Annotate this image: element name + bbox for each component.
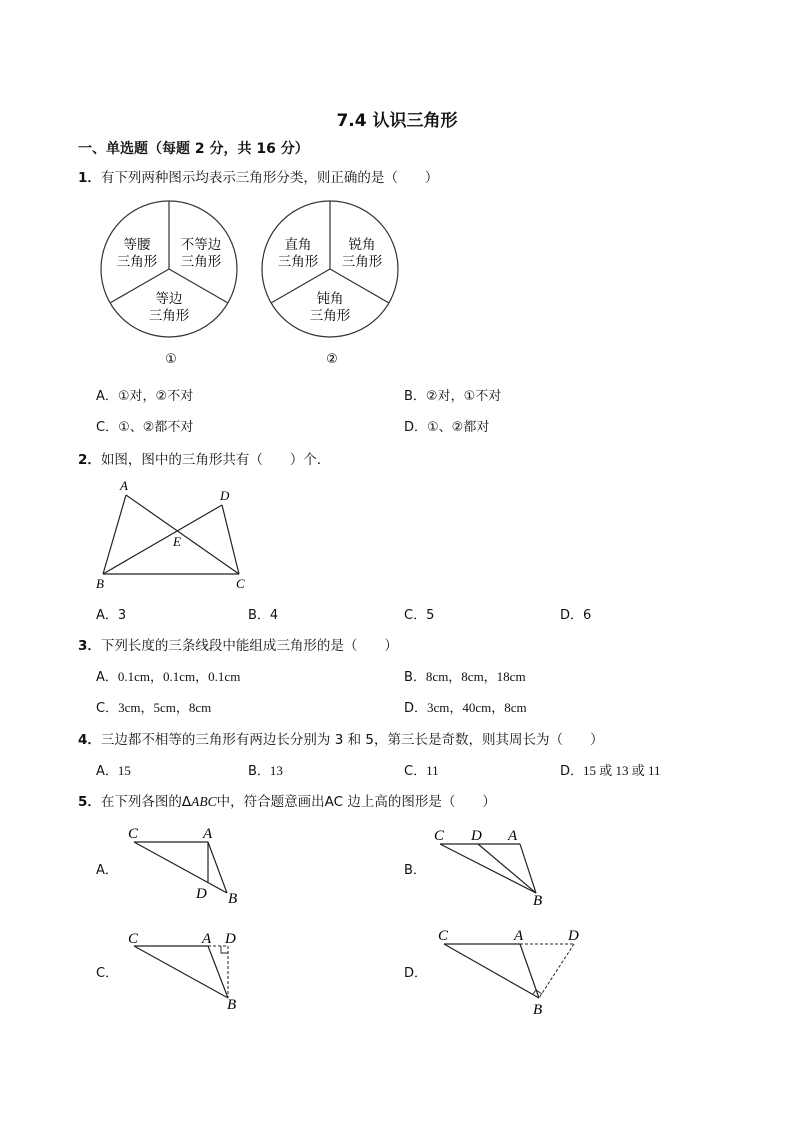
segment-label: 三角形 <box>277 254 319 270</box>
question-text: 如图，图中的三角形共有（ ）个． <box>100 452 331 468</box>
circle-diagram-1 <box>101 201 237 367</box>
option-a[interactable]: A．①对，②不对 <box>96 389 194 404</box>
option-b[interactable]: B．4 <box>248 608 279 623</box>
point-label-a: A <box>203 826 213 842</box>
figure-option-d <box>432 924 592 1020</box>
figure-option-c <box>124 926 254 1016</box>
question-text: 中，符合题意画出AC 边上高的图形是（ ） <box>216 794 496 810</box>
diagram-caption: ② <box>326 352 338 367</box>
section-heading: 一、单选题（每题 2 分，共 16 分） <box>78 141 309 157</box>
option-b[interactable]: B．8cm，8cm，18cm <box>404 669 526 685</box>
point-label-d: D <box>196 886 207 902</box>
point-label-a: A <box>514 928 524 944</box>
question-4 <box>78 728 603 748</box>
point-label-b: B <box>96 576 104 591</box>
classification-circles <box>96 200 416 372</box>
option-c[interactable]: C．3cm，5cm，8cm <box>96 700 212 716</box>
question-text: 在下列各图的 <box>100 794 182 810</box>
question-text: 三边都不相等的三角形有两边长分别为 3 和 5，第三长是奇数，则其周长为（ ） <box>100 732 604 748</box>
point-label-c: C <box>128 826 139 842</box>
triangle-name: ABC <box>191 794 217 809</box>
diagram-caption: ① <box>165 352 177 367</box>
triangle-symbol: Δ <box>181 794 192 810</box>
option-a[interactable]: A．15 <box>96 763 131 779</box>
question-3 <box>78 634 398 654</box>
point-label-c: C <box>236 576 245 591</box>
question-text: 有下列两种图示均表示三角形分类，则正确的是（ ） <box>100 170 439 186</box>
point-label-c: C <box>128 931 139 947</box>
option-c[interactable]: C．11 <box>404 763 439 779</box>
figure-option-a <box>124 822 254 908</box>
point-label-d: D <box>220 488 230 503</box>
point-label-e: E <box>173 534 181 549</box>
segment-label: 钝角 <box>316 291 344 307</box>
segment-label: 不等边 <box>180 237 222 253</box>
option-d[interactable]: D．3cm，40cm，8cm <box>404 700 527 716</box>
segment-label: 三角形 <box>180 254 222 270</box>
quadrilateral-diagram <box>94 474 264 594</box>
option-b[interactable]: B． <box>404 863 426 878</box>
point-label-b: B <box>228 891 238 907</box>
segment-label: 三角形 <box>341 254 383 270</box>
question-1 <box>78 166 438 186</box>
option-d[interactable]: D． <box>404 966 428 981</box>
page-title: 7.4 认识三角形 <box>336 111 458 131</box>
segment-label: 等边 <box>155 291 183 307</box>
point-label-d: D <box>568 928 579 944</box>
segment-label: 锐角 <box>348 237 376 253</box>
point-label-a: A <box>508 828 518 844</box>
point-label-d: D <box>471 828 482 844</box>
point-label-d: D <box>225 931 236 947</box>
point-label-b: B <box>533 1002 543 1018</box>
segment-label: 等腰 <box>123 237 151 253</box>
question-number: 4． <box>78 732 101 748</box>
option-b[interactable]: B．②对，①不对 <box>404 389 502 404</box>
question-text: 下列长度的三条线段中能组成三角形的是（ ） <box>100 638 398 654</box>
option-a[interactable]: A．0.1cm，0.1cm，0.1cm <box>96 669 241 685</box>
option-c[interactable]: C． <box>96 966 119 981</box>
point-label-c: C <box>434 828 445 844</box>
question-2 <box>78 448 330 468</box>
point-label-c: C <box>438 928 449 944</box>
option-c[interactable]: C．①、②都不对 <box>96 420 194 435</box>
question-number: 1． <box>78 170 101 186</box>
segment-label: 三角形 <box>148 308 190 324</box>
point-label-a: A <box>202 931 212 947</box>
option-d[interactable]: D．15 或 13 或 11 <box>560 763 661 779</box>
question-number: 3． <box>78 638 101 654</box>
question-number: 2． <box>78 452 101 468</box>
figure-option-b <box>430 822 560 912</box>
circle-diagram-2 <box>262 201 398 367</box>
point-label-b: B <box>227 997 237 1013</box>
option-d[interactable]: D．6 <box>560 608 592 623</box>
option-b[interactable]: B．13 <box>248 763 283 779</box>
segment-label: 三角形 <box>309 308 351 324</box>
option-a[interactable]: A． <box>96 863 118 878</box>
option-c[interactable]: C．5 <box>404 608 435 623</box>
point-label-a: A <box>120 478 128 493</box>
question-number: 5． <box>78 794 101 810</box>
option-d[interactable]: D．①、②都对 <box>404 420 490 435</box>
segment-label: 三角形 <box>116 254 158 270</box>
option-a[interactable]: A．3 <box>96 608 127 623</box>
question-5 <box>78 790 496 810</box>
point-label-b: B <box>533 893 543 909</box>
segment-label: 直角 <box>284 237 312 253</box>
